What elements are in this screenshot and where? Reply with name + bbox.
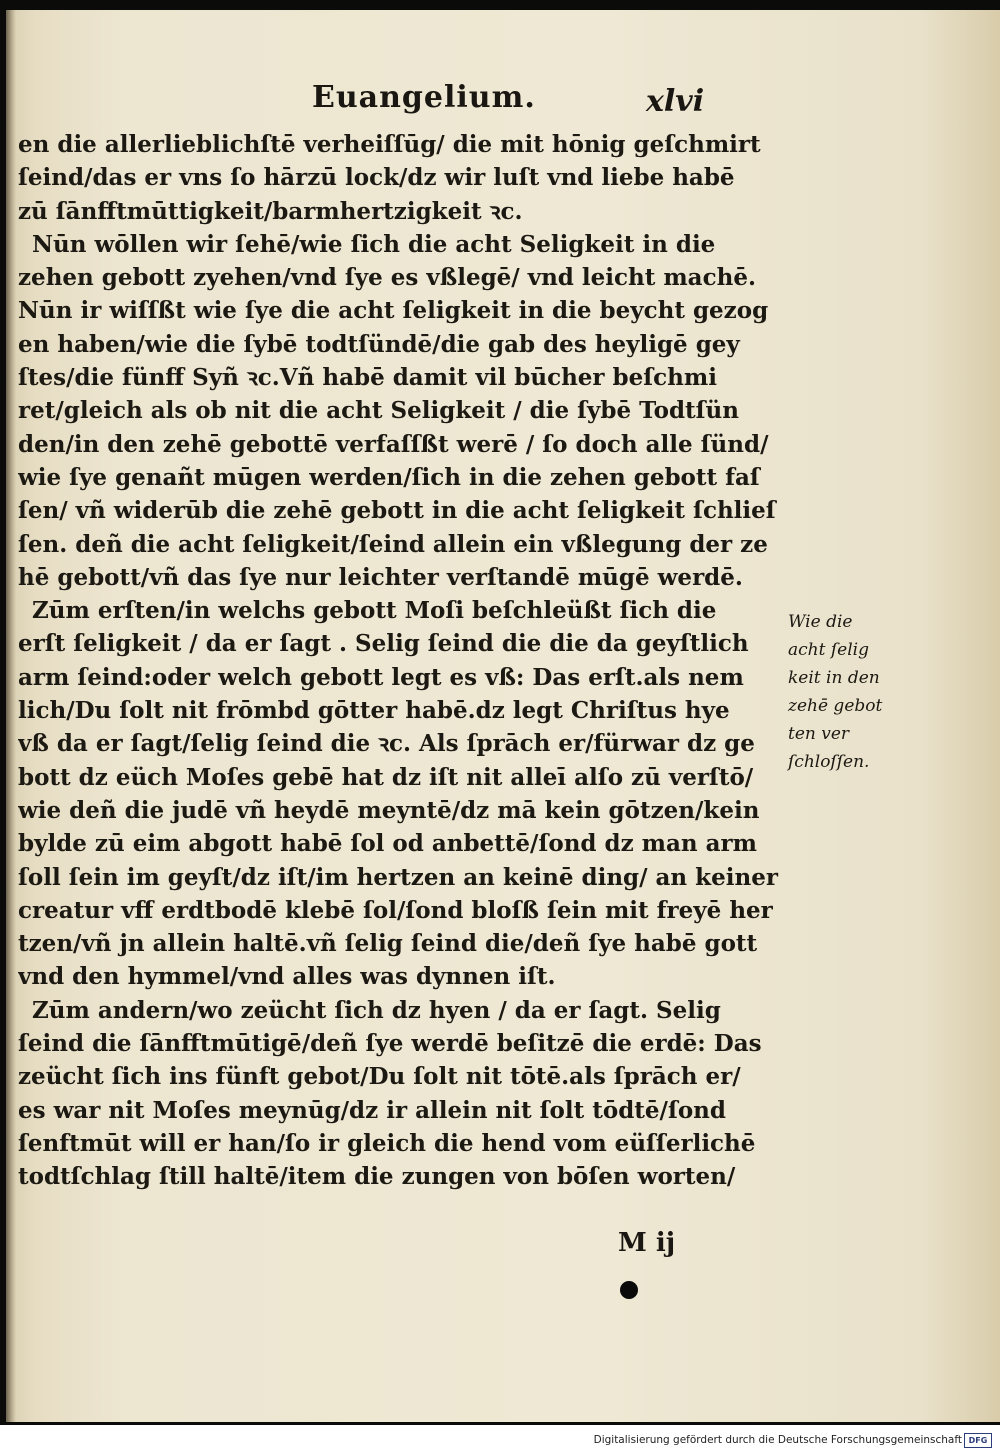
text-line: zeücht ſich ins fünft gebot/Du ſolt nit tōtē.als ſprāch er/	[18, 1063, 741, 1091]
text-line: ſen/ vñ widerūb die zehē gebott in die acht ſeligkeit ſchlieſ	[18, 497, 776, 525]
page-gutter-shadow	[6, 10, 16, 1422]
margin-note-line: zehē gebot	[788, 696, 883, 716]
text-line: en die allerlieblichſtē verheiſſūg/ die mit hōnig geſchmirt	[18, 131, 761, 158]
text-line: zehen gebott zyehen/vnd ſye es vßlegē/ vnd leicht machē.	[18, 264, 756, 292]
text-line: ret/gleich als ob nit die acht Seligkeit / die ſybē Todtſün	[18, 397, 739, 425]
main-text-block	[18, 128, 798, 1194]
text-line: ſenftmūt will er han/ſo ir gleich die hend vom eüſſerlichē	[18, 1129, 756, 1157]
text-line: tzen/vñ jn allein haltē.vñ ſelig ſeind die/deñ ſye habē gott	[18, 930, 758, 958]
funding-credit: Digitalisierung gefördert durch die Deutsche Forschungsgemeinschaft	[593, 1434, 962, 1446]
text-line: bott dz eüch Moſes gebē hat dz iſt nit alleī alſo zū verſtō/	[18, 763, 754, 791]
running-head: Euangelium.	[312, 80, 536, 115]
folio-number: xlvi	[646, 84, 705, 119]
paragraph-start-line: Zūm andern/wo zeücht ſich dz hyen / da er ſagt. Selig	[32, 996, 721, 1024]
text-line: zū ſānfftmūttigkeit/barmhertzigkeit ꝛc.	[18, 197, 523, 225]
text-line: vnd den hymmel/vnd alles was dynnen iſt.	[18, 963, 556, 991]
text-line: bylde zū eim abgott habē ſol od anbettē/ſond dz man arm	[18, 830, 757, 858]
margin-note-line: keit in den	[788, 668, 880, 688]
text-line: arm ſeind:oder welch gebott legt es vß: Das erſt.als nem	[18, 663, 744, 691]
text-line: wie ſye genañt mūgen werden/ſich in die zehen gebott faſ	[18, 463, 760, 491]
text-line: erſt ſeligkeit / da er ſagt . Selig ſeind die die da geyſtlich	[18, 630, 749, 658]
ink-blot	[620, 1281, 638, 1299]
text-line: es war nit Moſes meynūg/dz ir allein nit ſolt tōdtē/ſond	[18, 1096, 726, 1124]
text-line: todtſchlag ſtill haltē/item die zungen von bōſen worten/	[18, 1163, 736, 1191]
marginal-note	[788, 608, 898, 776]
margin-note-line: ten ver	[788, 724, 850, 744]
text-line: ſeind/das er vns ſo hārzū lock/dz wir luſt vnd liebe habē	[18, 164, 735, 192]
text-line: Nūn ir wiſſßt wie ſye die acht ſeligkeit in die beycht gezog	[18, 297, 769, 325]
paragraph-start-line: Zūm erſten/in welchs gebott Moſi beſchleüßt ſich die	[32, 597, 717, 625]
dfg-logo-icon: DFG	[964, 1433, 992, 1448]
text-line: ſeind die ſānfftmūtigē/deñ ſye werdē beſitzē die erdē: Das	[18, 1030, 762, 1058]
margin-note-line: ſchloſſen.	[788, 752, 870, 772]
text-line: en haben/wie die ſybē todtſündē/die gab des heyligē gey	[18, 330, 740, 358]
text-line: ſen. deñ die acht ſeligkeit/ſeind allein ein vßlegung der ze	[18, 530, 768, 558]
footer-bar	[0, 1425, 1000, 1455]
text-line: hē gebott/vñ das ſye nur leichter verſtandē mūgē werdē.	[18, 563, 743, 591]
text-line: creatur vff erdtbodē klebē ſol/ſond bloſß ſein mit freyē her	[18, 896, 773, 924]
margin-note-line: Wie die	[788, 612, 853, 632]
text-line: wie deñ die judē vñ heydē meyntē/dz mā kein gōtzen/kein	[18, 796, 760, 824]
text-line: den/in den zehē gebottē verfaſſßt werē / ſo doch alle ſünd/	[18, 430, 769, 458]
text-line: vß da er ſagt/ſelig ſeind die ꝛc. Als ſprāch er/fürwar dz ge	[18, 730, 755, 758]
margin-note-line: acht ſelig	[788, 640, 869, 660]
signature-mark: M ij	[618, 1228, 676, 1258]
text-line: ſoll ſein im geyſt/dz iſt/im hertzen an keinē ding/ an keiner	[18, 863, 778, 891]
text-line: lich/Du ſolt nit frōmbd gōtter habē.dz legt Chriſtus hye	[18, 697, 730, 725]
paragraph-start-line: Nūn wōllen wir ſehē/wie ſich die acht Seligkeit in die	[32, 230, 716, 258]
text-line: ſtes/die fünff Syñ ꝛc.Vñ habē damit vil būcher beſchmi	[18, 364, 717, 392]
